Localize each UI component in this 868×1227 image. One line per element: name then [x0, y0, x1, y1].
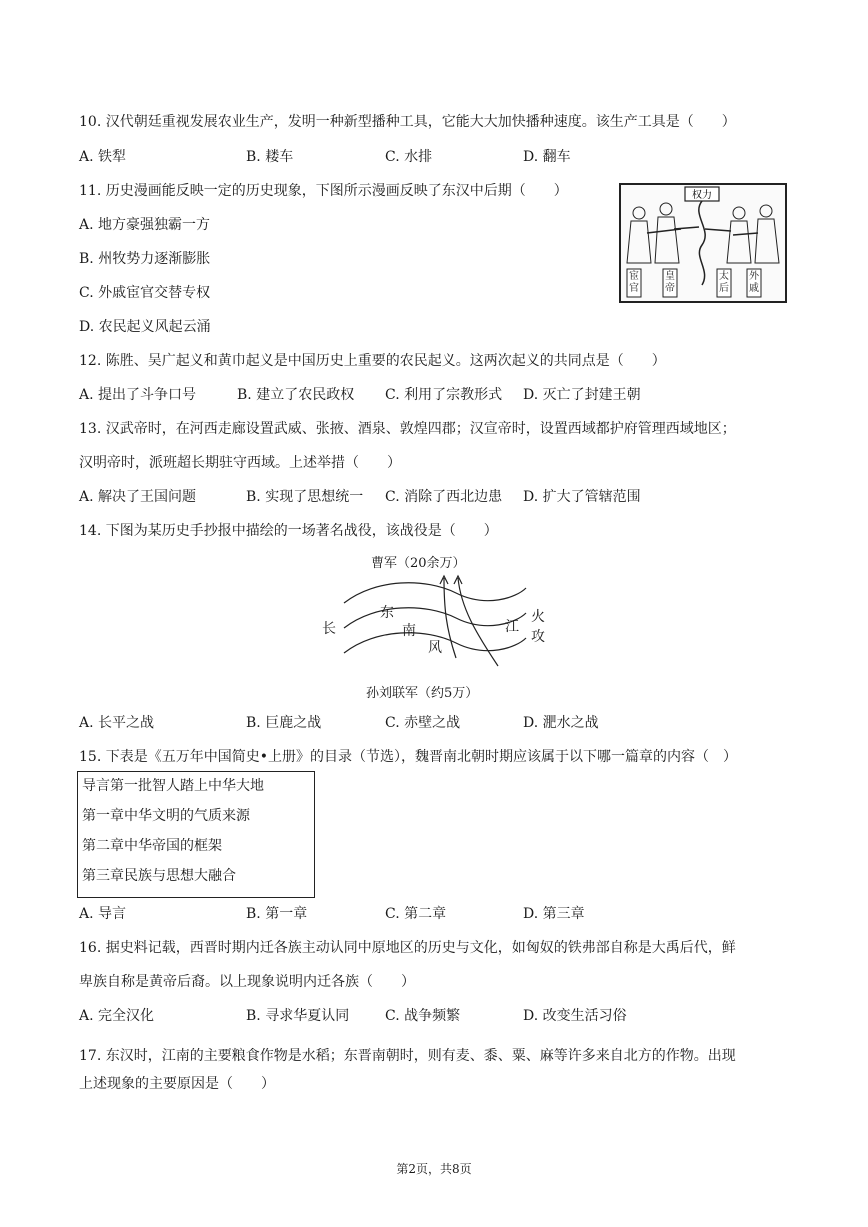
q13-option-c[interactable]: C. 消除了西北边患: [385, 489, 503, 505]
q16-option-a[interactable]: A. 完全汉化: [79, 1008, 155, 1024]
q11-option-a[interactable]: A. 地方豪强独霸一方: [79, 217, 211, 233]
q15-option-d[interactable]: D. 第三章: [523, 906, 585, 922]
question-13-stem-line2: 汉明帝时，派班超长期驻守西域。上述举措（ ）: [79, 455, 401, 471]
map-wind-feng: 风: [428, 640, 442, 656]
q13-option-a[interactable]: A. 解决了王国问题: [79, 489, 197, 505]
question-13-stem-line1: 13. 汉武帝时，在河西走廊设置武威、张掖、酒泉、敦煌四郡；汉宣帝时，设置西域都护府管理西域地区；: [79, 421, 736, 437]
question-14-stem: 14. 下图为某历史手抄报中描绘的一场著名战役，该战役是（ ）: [79, 523, 498, 539]
q16-option-c[interactable]: C. 战争频繁: [385, 1008, 461, 1024]
cartoon-label-eunuch: 宦官: [629, 271, 639, 294]
q12-option-b[interactable]: B. 建立了农民政权: [237, 387, 355, 403]
q14-option-c[interactable]: C. 赤壁之战: [385, 715, 461, 731]
question-15-stem: 15. 下表是《五万年中国简史•上册》的目录（节选），魏晋南北朝时期应该属于以下哪一篇章的内容（ ）: [79, 749, 737, 765]
map-changjiang-jiang: 江: [505, 619, 519, 635]
q16-option-b[interactable]: B. 寻求华夏认同: [246, 1008, 350, 1024]
q14-option-a[interactable]: A. 长平之战: [79, 715, 155, 731]
q15-option-a[interactable]: A. 导言: [79, 906, 127, 922]
map-cao-army-label: 曹军（20余万）: [371, 556, 466, 571]
question-16-stem-line2: 卑族自称是黄帝后裔。以上现象说明内迁各族（ ）: [79, 974, 415, 990]
q11-option-b[interactable]: B. 州牧势力逐渐膨胀: [79, 251, 211, 267]
q10-option-b[interactable]: B. 耧车: [246, 149, 294, 165]
q12-option-d[interactable]: D. 灭亡了封建王朝: [523, 387, 641, 403]
question-12-stem: 12. 陈胜、吴广起义和黄巾起义是中国历史上重要的农民起义。这两次起义的共同点是（ ）: [79, 353, 666, 369]
q10-option-c[interactable]: C. 水排: [385, 149, 433, 165]
question-11-stem: 11. 历史漫画能反映一定的历史现象，下图所示漫画反映了东汉中后期（ ）: [79, 183, 568, 199]
toc-entry: 第二章中华帝国的框架: [82, 838, 222, 854]
power-struggle-cartoon: [619, 183, 787, 303]
q11-option-c[interactable]: C. 外戚宦官交替专权: [79, 285, 211, 301]
q11-option-d[interactable]: D. 农民起义风起云涌: [79, 319, 211, 335]
cartoon-label-consort-clan: 外戚: [749, 271, 759, 294]
toc-entry: 导言第一批智人踏上中华大地: [82, 778, 264, 794]
question-17-stem-line1: 17. 东汉时，江南的主要粮食作物是水稻；东晋南朝时，则有麦、黍、粟、麻等许多来自北方的作物。出现: [79, 1048, 736, 1064]
question-10-stem: 10. 汉代朝廷重视发展农业生产，发明一种新型播种工具，它能大大加快播种速度。该生产工具是（ ）: [79, 114, 736, 130]
map-wind-nan: 南: [402, 623, 416, 639]
map-allied-army-label: 孙刘联军（约5万）: [366, 686, 479, 701]
q14-option-b[interactable]: B. 巨鹿之战: [246, 715, 322, 731]
q15-option-b[interactable]: B. 第一章: [246, 906, 308, 922]
toc-entry: 第一章中华文明的气质来源: [82, 808, 250, 824]
toc-entry: 第三章民族与思想大融合: [82, 868, 236, 884]
q10-option-d[interactable]: D. 翻车: [523, 149, 571, 165]
question-17-stem-line2: 上述现象的主要原因是（ ）: [79, 1076, 275, 1092]
cartoon-label-emperor: 皇帝: [665, 271, 675, 294]
map-fire-gong: 攻: [531, 629, 545, 645]
cartoon-power-label: 权力: [692, 190, 712, 201]
battle-map: [316, 548, 556, 703]
q13-option-d[interactable]: D. 扩大了管辖范围: [523, 489, 641, 505]
map-changjiang-chang: 长: [322, 621, 336, 637]
map-fire-huo: 火: [531, 609, 545, 625]
map-wind-dong: 东: [380, 605, 394, 621]
q12-option-a[interactable]: A. 提出了斗争口号: [79, 387, 197, 403]
table-of-contents: [77, 771, 315, 898]
battle-map-drawing: [316, 548, 556, 703]
page-footer: 第2页，共8页: [396, 1162, 472, 1176]
q14-option-d[interactable]: D. 淝水之战: [523, 715, 599, 731]
question-16-stem-line1: 16. 据史料记载，西晋时期内迁各族主动认同中原地区的历史与文化，如匈奴的铁弗部自称是大禹后代，鲜: [79, 940, 736, 956]
q10-option-a[interactable]: A. 铁犁: [79, 149, 127, 165]
q13-option-b[interactable]: B. 实现了思想统一: [246, 489, 364, 505]
q12-option-c[interactable]: C. 利用了宗教形式: [385, 387, 503, 403]
cartoon-label-empress-dowager: 太后: [719, 271, 729, 294]
q15-option-c[interactable]: C. 第二章: [385, 906, 447, 922]
q16-option-d[interactable]: D. 改变生活习俗: [523, 1008, 627, 1024]
